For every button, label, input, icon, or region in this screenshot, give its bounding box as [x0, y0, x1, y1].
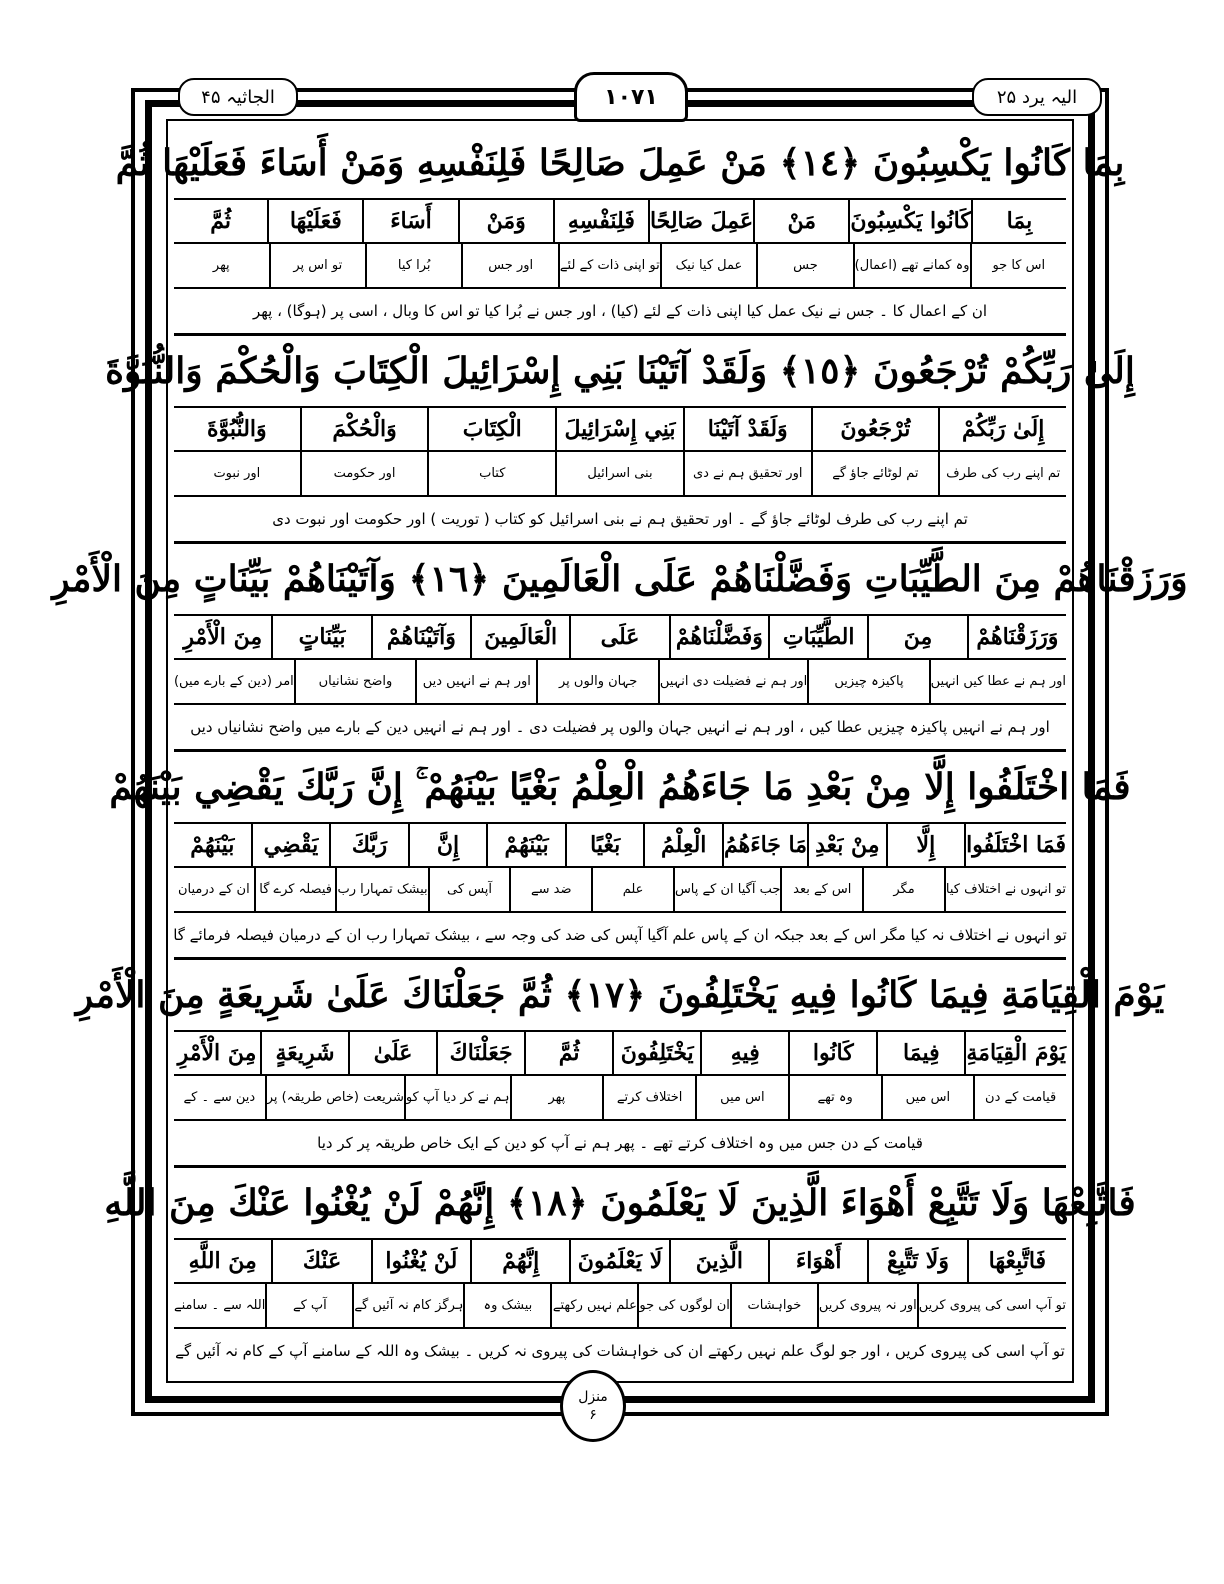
word-cell: فَاتَّبِعْهَا	[967, 1240, 1066, 1282]
meaning-cell: دین سے ۔ کے	[183, 1090, 256, 1105]
word-cell: وَمَنْ	[458, 200, 553, 242]
word-cell: عَلَى	[569, 616, 668, 658]
verse-block	[75, 960, 1165, 1168]
meaning-cell: ہم نے کر دیا آپ کو	[404, 1076, 510, 1119]
word-cell: مَنْ	[753, 200, 848, 242]
meaning-cell: بنی اسرائیل	[555, 452, 683, 495]
meaning-cell: آپ کے	[265, 1284, 352, 1327]
word-cell: إِنَّهُمْ	[470, 1240, 569, 1282]
word-cell: يَقْضِي	[251, 824, 330, 866]
word-cell: كَانُوا	[788, 1032, 876, 1074]
meaning-cell: خواہشات	[730, 1284, 817, 1327]
meaning-cell: اور ہم نے انہیں دیں	[415, 660, 536, 703]
word-cell: بَيِّنَاتٍ	[271, 616, 370, 658]
meaning-cell: جہان والوں پر	[536, 660, 657, 703]
meaning-cell: اس کا جو	[970, 244, 1066, 287]
meaning-cell: بُرا کیا	[365, 244, 461, 287]
meaning-cell: اور حکومت	[300, 452, 428, 495]
meaning-row	[174, 660, 1066, 705]
meaning-cell: عمل کیا نیک	[660, 244, 756, 287]
word-cell: بَيْنَهُمْ	[190, 832, 235, 858]
meaning-row	[174, 244, 1066, 289]
meaning-cell: شریعت (خاص طریقہ) پر	[265, 1076, 404, 1119]
meaning-cell: فیصلہ کرے گا	[254, 868, 336, 911]
manzil-label: منزل	[578, 1389, 608, 1405]
word-cell: عَنْكَ	[271, 1240, 370, 1282]
word-cell: وَلَقَدْ آتَيْنَا	[683, 408, 811, 450]
arabic-verse: بِمَا كَانُوا يَكْسِبُونَ ﴿١٤﴾ مَنْ عَمِلَ صَالِحًا فَلِنَفْسِهِ وَمَنْ أَسَاءَ فَعَلَيْهَا ثُمَّ	[174, 128, 1066, 200]
verse-block	[52, 544, 1188, 752]
word-cell: فَمَا اخْتَلَفُوا	[964, 824, 1066, 866]
word-cell: وَفَضَّلْنَاهُمْ	[669, 616, 768, 658]
word-cell: مِنَ	[867, 616, 966, 658]
meaning-cell: اللہ سے ۔ سامنے	[174, 1298, 266, 1313]
meaning-cell: قیامت کے دن	[973, 1076, 1066, 1119]
meaning-cell: اس کے بعد	[780, 868, 862, 911]
meaning-cell: تو اس پر	[269, 244, 365, 287]
word-cell: بِمَا	[971, 200, 1066, 242]
word-cell: ثُمَّ	[524, 1032, 612, 1074]
word-row	[174, 616, 1066, 660]
urdu-translation: ان کے اعمال کا ۔ جس نے نیک عمل کیا اپنی ذات کے لئے (کیا) ، اور جس نے بُرا کیا تو اس کا وبال ، اسی پر (ہوگا) ، پھر	[174, 289, 1066, 336]
word-cell: إِنَّ	[408, 824, 487, 866]
meaning-cell: امر (دین کے بارے میں)	[173, 674, 294, 689]
word-cell: تُرْجَعُونَ	[811, 408, 939, 450]
meaning-cell: اور نہ پیروی کریں	[817, 1284, 917, 1327]
meaning-cell: بیشک تمہارا رب	[335, 868, 427, 911]
meaning-cell: بیشک وہ	[463, 1284, 550, 1327]
word-cell: فِيهِ	[700, 1032, 788, 1074]
word-cell: وَالْحُكْمَ	[300, 408, 428, 450]
word-cell: عَمِلَ صَالِحًا	[648, 200, 753, 242]
meaning-cell: وہ تھے	[788, 1076, 881, 1119]
word-cell: بَغْيًا	[565, 824, 644, 866]
word-cell: إِلَّا	[886, 824, 965, 866]
meaning-cell: تو انہوں نے اختلاف کیا	[944, 868, 1066, 911]
meaning-cell: اس میں	[695, 1076, 788, 1119]
urdu-translation: تو آپ اسی کی پیروی کریں ، اور جو لوگ علم نہیں رکھتے ان کی خواہشات کی پیروی نہ کریں ۔ بیشک وہ اللہ کے سامنے آپ کے کام نہ آئیں گے	[175, 1342, 1065, 1360]
word-cell: مِنْ بَعْدِ	[807, 824, 886, 866]
word-cell: الْعِلْمُ	[643, 824, 722, 866]
arabic-verse: يَوْمَ الْقِيَامَةِ فِيمَا كَانُوا فِيهِ يَخْتَلِفُونَ ﴿١٧﴾ ثُمَّ جَعَلْنَاكَ عَلَىٰ شَرِيعَةٍ مِنَ الْأَمْرِ	[174, 960, 1066, 1032]
word-row	[174, 1032, 1066, 1076]
manzil-marker	[560, 1370, 626, 1442]
word-cell: عَلَىٰ	[348, 1032, 436, 1074]
meaning-cell: وہ کمانے تھے (اعمال)	[853, 244, 970, 287]
page-content	[52, 128, 1188, 1373]
word-cell: مِنَ الْأَمْرِ	[177, 1040, 257, 1066]
verse-block	[109, 752, 1131, 960]
word-cell: وَلَا تَتَّبِعْ	[867, 1240, 966, 1282]
word-row	[174, 408, 1066, 452]
word-cell: بَيْنَهُمْ	[486, 824, 565, 866]
meaning-cell: اور ہم نے فضیلت دی انہیں	[658, 660, 807, 703]
meaning-cell: تم لوٹائے جاؤ گے	[811, 452, 939, 495]
meaning-cell: تو آپ اسی کی پیروی کریں	[917, 1284, 1066, 1327]
meaning-cell: اس میں	[881, 1076, 974, 1119]
meaning-cell: مگر	[862, 868, 944, 911]
verse-block	[115, 128, 1125, 336]
arabic-verse: وَرَزَقْنَاهُمْ مِنَ الطَّيِّبَاتِ وَفَضَّلْنَاهُمْ عَلَى الْعَالَمِينَ ﴿١٦﴾ وَآتَيْنَاهُمْ بَيِّنَاتٍ مِنَ الْأَمْرِ	[174, 544, 1066, 616]
word-cell: رَبَّكَ	[329, 824, 408, 866]
word-cell: فِيمَا	[876, 1032, 964, 1074]
meaning-row	[174, 1076, 1066, 1121]
word-row	[174, 1240, 1066, 1284]
meaning-cell: جس	[756, 244, 852, 287]
meaning-cell: ہرگز کام نہ آئیں گے	[352, 1284, 463, 1327]
word-row	[174, 824, 1066, 868]
word-cell: فَلِنَفْسِهِ	[553, 200, 648, 242]
meaning-cell: ان کے درمیان	[177, 882, 250, 897]
page-number: ۱۰۷۱	[574, 72, 688, 122]
urdu-translation: قیامت کے دن جس میں وہ اختلاف کرتے تھے ۔ پھر ہم نے آپ کو دین کے ایک خاص طریقہ پر کر دیا	[174, 1121, 1066, 1168]
urdu-translation: اور ہم نے انہیں پاکیزہ چیزیں عطا کیں ، اور ہم نے انہیں جہان والوں پر فضیلت دی ۔ اور ہم نے انہیں دین کے بارے میں واضح نشانیاں دیں	[174, 705, 1066, 752]
word-cell: لَنْ يُغْنُوا	[371, 1240, 470, 1282]
word-cell: مِنَ الْأَمْرِ	[183, 624, 263, 650]
word-cell: كَانُوا يَكْسِبُونَ	[848, 200, 971, 242]
meaning-cell: تو اپنی ذات کے لئے	[558, 244, 660, 287]
verse-block	[105, 336, 1135, 544]
arabic-verse: فَاتَّبِعْهَا وَلَا تَتَّبِعْ أَهْوَاءَ الَّذِينَ لَا يَعْلَمُونَ ﴿١٨﴾ إِنَّهُمْ لَنْ يُغْنُوا عَنْكَ مِنَ اللَّهِ	[174, 1168, 1066, 1240]
meaning-cell: اور جس	[461, 244, 557, 287]
word-cell: الطَّيِّبَاتِ	[768, 616, 867, 658]
word-cell: ثُمَّ	[210, 208, 231, 234]
word-cell: الْعَالَمِينَ	[470, 616, 569, 658]
urdu-translation: تم اپنے رب کی طرف لوٹائے جاؤ گے ۔ اور تحقیق ہم نے بنی اسرائیل کو کتاب ( توریت ) اور حکومت اور نبوت دی	[174, 497, 1066, 544]
meaning-row	[174, 868, 1066, 913]
meaning-cell: علم نہیں رکھتے	[550, 1284, 637, 1327]
urdu-translation: تو انہوں نے اختلاف نہ کیا مگر اس کے بعد جبکہ ان کے پاس علم آگیا آپس کی ضد کی وجہ سے ، بیشک تمہارا رب ان کے درمیان فیصلہ فرمائے گا	[174, 913, 1066, 960]
meaning-cell: پھر	[212, 258, 230, 273]
meaning-cell: پھر	[510, 1076, 603, 1119]
surah-label: الجاثیہ ۴۵	[178, 78, 298, 116]
meaning-cell: ضد سے	[509, 868, 591, 911]
meaning-cell: اور ہم نے عطا کیں انہیں	[929, 660, 1066, 703]
meaning-row	[174, 1284, 1066, 1329]
manzil-number: ۶	[589, 1407, 597, 1423]
word-cell: شَرِيعَةٍ	[260, 1032, 348, 1074]
meaning-cell: اور تحقیق ہم نے دی	[683, 452, 811, 495]
meaning-cell: کتاب	[427, 452, 555, 495]
word-cell: أَسَاءَ	[362, 200, 457, 242]
word-cell: فَعَلَيْهَا	[267, 200, 362, 242]
meaning-row	[174, 452, 1066, 497]
arabic-verse: إِلَىٰ رَبِّكُمْ تُرْجَعُونَ ﴿١٥﴾ وَلَقَدْ آتَيْنَا بَنِي إِسْرَائِيلَ الْكِتَابَ وَالْحُكْمَ وَالنُّبُوَّةَ	[174, 336, 1066, 408]
word-cell: لَا يَعْلَمُونَ	[569, 1240, 668, 1282]
word-cell: يَخْتَلِفُونَ	[612, 1032, 700, 1074]
word-cell: بَنِي إِسْرَائِيلَ	[555, 408, 683, 450]
meaning-cell: ان لوگوں کی جو	[637, 1284, 729, 1327]
meaning-cell: تم اپنے رب کی طرف	[938, 452, 1066, 495]
meaning-cell: اور نبوت	[213, 466, 261, 481]
word-cell: أَهْوَاءَ	[768, 1240, 867, 1282]
word-cell: مِنَ اللَّهِ	[188, 1248, 257, 1274]
meaning-cell: اختلاف کرتے	[602, 1076, 695, 1119]
word-row	[174, 200, 1066, 244]
word-cell: الَّذِينَ	[669, 1240, 768, 1282]
meaning-cell: جب آگیا ان کے پاس	[673, 868, 780, 911]
meaning-cell: پاکیزہ چیزیں	[807, 660, 928, 703]
meaning-cell: واضح نشانیاں	[294, 660, 415, 703]
verse-block	[104, 1168, 1136, 1373]
meaning-cell: علم	[591, 868, 673, 911]
word-cell: وَرَزَقْنَاهُمْ	[967, 616, 1066, 658]
word-cell: يَوْمَ الْقِيَامَةِ	[964, 1032, 1066, 1074]
word-cell: الْكِتَابَ	[427, 408, 555, 450]
word-cell: إِلَىٰ رَبِّكُمْ	[938, 408, 1066, 450]
word-cell: وَآتَيْنَاهُمْ	[371, 616, 470, 658]
para-label: الیہ یرد ۲۵	[972, 78, 1102, 116]
meaning-cell: آپس کی	[428, 868, 510, 911]
arabic-verse: فَمَا اخْتَلَفُوا إِلَّا مِنْ بَعْدِ مَا جَاءَهُمُ الْعِلْمُ بَغْيًا بَيْنَهُمْ ۚ إِنَّ رَبَّكَ يَقْضِي بَيْنَهُمْ	[174, 752, 1066, 824]
word-cell: جَعَلْنَاكَ	[436, 1032, 524, 1074]
word-cell: وَالنُّبُوَّةَ	[207, 416, 267, 442]
word-cell: مَا جَاءَهُمُ	[722, 824, 807, 866]
